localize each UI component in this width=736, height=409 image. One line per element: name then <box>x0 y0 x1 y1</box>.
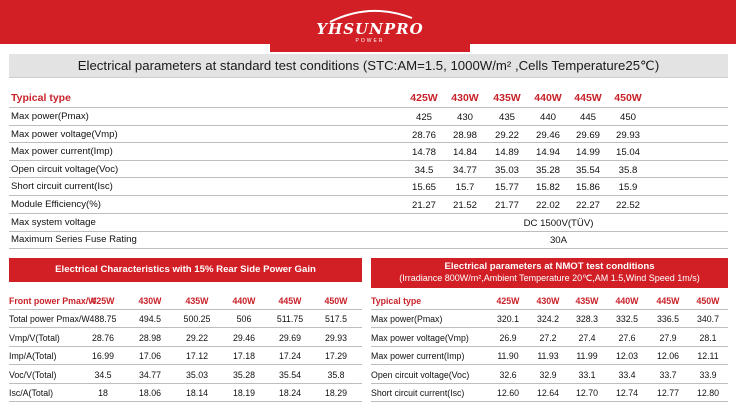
value-cell: 35.8 <box>327 369 345 380</box>
value-cell: 27.4 <box>578 332 596 343</box>
value-cell: 15.7 <box>455 182 475 194</box>
value-cell: 430W <box>536 296 560 306</box>
value-cell: 445 <box>579 112 596 123</box>
value-cell: 22.02 <box>535 200 560 211</box>
value-cell: 29.46 <box>535 129 560 141</box>
table-row <box>9 329 362 347</box>
value-cell: 430 <box>456 112 473 123</box>
value-cell: 28.98 <box>138 332 161 343</box>
table-row <box>9 347 362 365</box>
row-label: Imp/A(Total) <box>9 351 57 362</box>
value-cell: 11.93 <box>537 351 559 362</box>
value-cell: 445W <box>278 296 302 306</box>
row-label: Max system voltage <box>11 217 96 228</box>
value-cell: 15.65 <box>411 182 436 194</box>
table-row <box>371 366 728 384</box>
table-row <box>371 347 728 365</box>
value-cell: 35.54 <box>278 369 301 380</box>
row-label: Max power voltage(Vmp) <box>11 128 118 140</box>
value-cell: 15.86 <box>575 182 600 194</box>
value-cell: 28.1 <box>699 332 717 343</box>
value-cell: 18.06 <box>138 388 161 399</box>
row-label: Short circuit current(Isc) <box>11 181 113 193</box>
value-cell: 340.7 <box>696 314 719 324</box>
value-cell: 29.69 <box>575 129 600 141</box>
rear-gain-title: Electrical Characteristics with 15% Rear Side Power Gain <box>9 258 362 282</box>
value-cell: 15.9 <box>618 182 638 194</box>
value-cell: 14.78 <box>411 147 436 159</box>
value-cell: 35.54 <box>575 164 600 176</box>
value-cell: 35.03 <box>185 369 208 380</box>
value-cell: 12.70 <box>575 388 598 399</box>
value-cell: 488.75 <box>89 314 117 324</box>
value-cell: 450 <box>619 112 636 123</box>
value-cell: 506 <box>236 314 252 324</box>
value-cell: 328.3 <box>575 314 598 324</box>
row-label: Total power Pmax/W <box>9 314 90 324</box>
value-cell: 430W <box>138 296 162 306</box>
row-label: Open circuit voltage(Voc) <box>11 163 119 175</box>
value-cell: 12.80 <box>696 388 719 399</box>
rear-header-row <box>9 292 362 310</box>
row-label: Module Efficiency(%) <box>11 199 101 210</box>
value-cell: 320.1 <box>496 314 519 324</box>
value-cell: 12.64 <box>536 388 559 399</box>
brand-logo <box>300 12 440 46</box>
value-cell: 28.76 <box>411 129 436 141</box>
value-cell: 18.24 <box>278 388 301 399</box>
row-label: Typical type <box>11 92 71 104</box>
value-cell: 28.76 <box>91 332 114 343</box>
value-cell: 34.77 <box>452 164 477 176</box>
value-cell: 440 <box>539 112 556 123</box>
table-row <box>371 329 728 347</box>
row-label: Isc/A(Total) <box>9 388 53 399</box>
value-cell: 511.75 <box>276 314 304 324</box>
value-cell: 32.6 <box>499 369 517 380</box>
row-label: Max power voltage(Vmp) <box>371 332 469 343</box>
value-cell: 33.9 <box>699 369 717 380</box>
value-cell: 425 <box>415 112 432 123</box>
row-label: Voc/V(Total) <box>9 369 57 380</box>
row-label: Max power current(Imp) <box>371 351 465 362</box>
value-cell: 12.03 <box>615 351 638 362</box>
stc-header-row <box>9 90 728 108</box>
table-row <box>9 196 728 214</box>
value-cell: 21.77 <box>494 200 519 211</box>
value-cell: 17.06 <box>138 351 161 362</box>
value-cell: 22.52 <box>615 200 640 211</box>
value-cell: 425W <box>91 296 115 306</box>
value-cell: 27.2 <box>539 332 557 343</box>
value-cell: 440W <box>615 296 639 306</box>
page-title: Electrical parameters at standard test conditions (STC:AM=1.5, 1000W/m² ,Cells Temperature25℃) <box>77 58 660 73</box>
brand-name: YHSUNPRO <box>316 20 424 38</box>
value-cell: 17.18 <box>232 351 255 362</box>
row-label: Maximum Series Fuse Rating <box>11 234 137 245</box>
value-cell: 26.9 <box>499 332 517 343</box>
value-cell: 16.99 <box>91 351 114 362</box>
value-cell: 29.46 <box>232 332 255 343</box>
value-cell: 34.77 <box>138 369 161 380</box>
value-cell: 440W <box>534 92 562 104</box>
value-cell: 17.24 <box>278 351 301 362</box>
value-cell: 18.29 <box>324 388 347 399</box>
value-cell: 425W <box>410 92 438 104</box>
header-banner <box>0 0 736 52</box>
table-row <box>9 161 728 179</box>
value-cell: 33.1 <box>578 369 596 380</box>
value-cell: 29.93 <box>615 129 640 141</box>
value-cell: 12.06 <box>656 351 679 362</box>
value-cell: 22.27 <box>575 200 600 211</box>
value-cell: 435W <box>185 296 209 306</box>
value-cell: 500.25 <box>183 314 211 324</box>
value-cell: 17.12 <box>185 351 208 362</box>
value-cell: 28.98 <box>452 129 477 141</box>
value-cell: 430W <box>451 92 479 104</box>
table-row <box>9 366 362 384</box>
value-cell: 32.9 <box>539 369 557 380</box>
value-cell: 35.8 <box>618 164 638 176</box>
nmot-header-row <box>371 292 728 310</box>
value-cell: 29.93 <box>324 332 347 343</box>
value-cell: 445W <box>656 296 680 306</box>
table-row <box>9 108 728 126</box>
value-cell: 11.90 <box>497 351 519 362</box>
fuse-rating-value: 30A <box>549 235 568 246</box>
value-cell: 15.04 <box>615 147 640 159</box>
value-cell: 29.22 <box>494 129 519 141</box>
table-row <box>9 178 728 196</box>
table-row <box>371 310 728 328</box>
value-cell: 445W <box>574 92 602 104</box>
value-cell: 15.82 <box>535 182 560 194</box>
value-cell: 21.27 <box>411 200 436 211</box>
value-cell: 15.77 <box>494 182 519 194</box>
value-cell: 517.5 <box>324 314 347 324</box>
value-cell: 14.94 <box>535 147 560 159</box>
row-label: Max power(Pmax) <box>11 111 89 122</box>
table-row <box>9 310 362 328</box>
value-cell: 332.5 <box>615 314 638 324</box>
value-cell: 21.52 <box>452 200 477 211</box>
max-system-voltage-row <box>9 214 728 232</box>
value-cell: 17.29 <box>324 351 347 362</box>
max-system-voltage-value: DC 1500V(TÜV) <box>523 218 594 229</box>
value-cell: 33.4 <box>618 369 636 380</box>
nmot-title: Electrical parameters at NMOT test conditions <box>444 261 655 272</box>
value-cell: 435 <box>498 112 515 123</box>
value-cell: 435W <box>493 92 521 104</box>
value-cell: 14.84 <box>452 147 477 159</box>
value-cell: 33.7 <box>659 369 677 380</box>
value-cell: 35.28 <box>232 369 255 380</box>
value-cell: 440W <box>232 296 256 306</box>
row-label: Vmp/V(Total) <box>9 332 60 343</box>
row-label: Short circuit current(Isc) <box>371 388 465 399</box>
row-label: Typical type <box>371 296 422 306</box>
brand-tagline: POWER <box>355 38 385 44</box>
value-cell: 11.99 <box>576 351 598 362</box>
value-cell: 12.11 <box>697 351 719 362</box>
row-label: Open circuit voltage(Voc) <box>371 369 470 380</box>
fuse-rating-row <box>9 231 728 249</box>
stc-title-bar <box>9 54 728 78</box>
value-cell: 14.99 <box>575 147 600 159</box>
value-cell: 450W <box>696 296 720 306</box>
value-cell: 18.14 <box>185 388 208 399</box>
value-cell: 34.5 <box>94 369 112 380</box>
value-cell: 27.6 <box>618 332 636 343</box>
value-cell: 12.74 <box>615 388 638 399</box>
value-cell: 35.03 <box>494 164 519 176</box>
value-cell: 336.5 <box>656 314 679 324</box>
value-cell: 35.28 <box>535 164 560 176</box>
value-cell: 435W <box>575 296 599 306</box>
table-row <box>9 143 728 161</box>
row-label: Front power Pmax/W <box>9 296 97 306</box>
table-row <box>371 384 728 402</box>
value-cell: 18.19 <box>232 388 255 399</box>
value-cell: 450W <box>324 296 348 306</box>
table-row <box>9 126 728 144</box>
value-cell: 27.9 <box>659 332 677 343</box>
logo-swoosh-icon <box>300 6 440 26</box>
value-cell: 425W <box>496 296 520 306</box>
row-label: Max power current(Imp) <box>11 146 113 158</box>
value-cell: 12.60 <box>496 388 519 399</box>
value-cell: 34.5 <box>414 164 434 176</box>
value-cell: 324.2 <box>536 314 559 324</box>
row-label: Max power(Pmax) <box>371 314 443 324</box>
value-cell: 18 <box>98 388 108 399</box>
value-cell: 450W <box>614 92 642 104</box>
value-cell: 14.89 <box>494 147 519 159</box>
value-cell: 29.69 <box>278 332 301 343</box>
value-cell: 29.22 <box>185 332 208 343</box>
nmot-subtitle: (Irradiance 800W/m²,Ambient Temperature 20℃,AM 1.5,Wind Speed 1m/s) <box>399 273 700 283</box>
value-cell: 12.77 <box>656 388 679 399</box>
value-cell: 494.5 <box>138 314 161 324</box>
nmot-title-block <box>371 258 728 288</box>
table-row <box>9 384 362 402</box>
